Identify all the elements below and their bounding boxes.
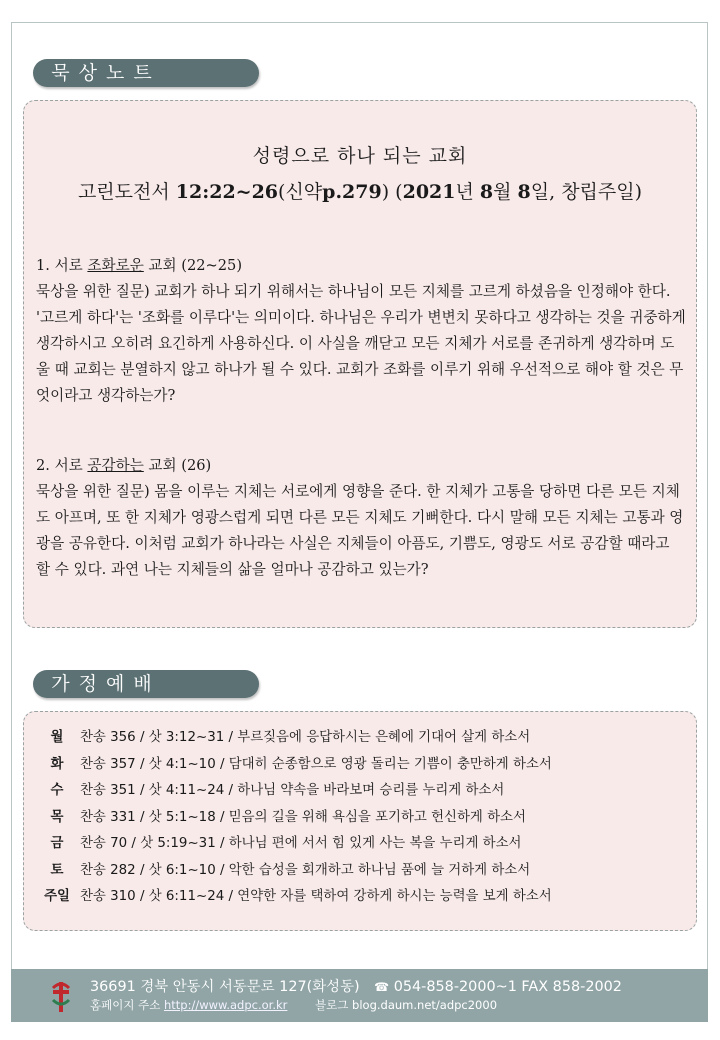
worship-tab-label: 가정예배 (51, 673, 161, 695)
worship-row (24, 859, 696, 883)
homepage-link[interactable]: http://www.adpc.or.kr (163, 998, 288, 1012)
meditation-section-2 (36, 453, 688, 583)
worship-reading: 찬송 356 / 삿 3:12~31 / 부르짖음에 응답하시는 은혜에 기대어 살게 하소서 (80, 730, 531, 745)
worship-reading: 찬송 331 / 삿 5:1~18 / 믿음의 길을 위해 욕심을 포기하고 헌신하게 하소서 (80, 809, 526, 825)
worship-day: 금 (50, 836, 64, 851)
worship-row (24, 885, 696, 909)
worship-day: 토 (50, 862, 64, 878)
footer (11, 969, 708, 1022)
footer-phone: 054-858-2000~1 FAX 858-2002 (393, 979, 622, 995)
worship-day: 주일 (44, 889, 70, 904)
footer-contact (90, 975, 622, 996)
section-1-body: 묵상을 위한 질문) 교회가 하나 되기 위해서는 하나님이 모든 지체를 고르게 하셨음을 인정해야 한다. '고르게 하다'는 '조화를 이루다'는 의미이다. 하나님은 우리가 변변치 못하다고 생각하는 것을 귀중하게 생각하시고 오히려 요긴하게 사용하신다. 이 사실을 깨닫고 모든 지체가 서로를 존귀하게 생각하며 도울 때 교회는 분열하지 않고 하나가 될 수 있다. 교회가 조화를 이루기 위해 우선적으로 해야 할 것은 무엇이라고 생각하는가? (36, 283, 686, 404)
worship-day: 목 (50, 809, 64, 825)
blog-address: 블로그 blog.daum.net/adpc2000 (315, 998, 498, 1012)
section-2-heading: 2. 서로 공감하는 교회 (26) (36, 457, 212, 474)
worship-row (24, 832, 696, 856)
worship-day: 월 (50, 730, 64, 745)
worship-tab (33, 670, 259, 698)
worship-row (24, 726, 696, 750)
worship-day: 수 (50, 783, 64, 798)
worship-panel (23, 711, 697, 931)
worship-reading: 찬송 310 / 삿 6:11~24 / 연약한 자를 택하여 강하게 하시는 능력을 보게 하소서 (80, 889, 552, 904)
worship-row (24, 806, 696, 830)
meditation-scripture-ref: 고린도전서 12:22~26(신약p.279) (2021년 8월 8일, 창립주일) (77, 181, 643, 203)
meditation-tab (33, 59, 259, 87)
worship-reading: 찬송 282 / 삿 6:1~10 / 악한 습성을 회개하고 하나님 품에 늘 거하게 하소서 (80, 862, 531, 878)
worship-day: 화 (50, 756, 64, 772)
meditation-title: 성령으로 하나 되는 교회 (252, 145, 468, 167)
homepage-label: 홈페이지 주소 (90, 998, 164, 1012)
section-1-heading: 1. 서로 조화로운 교회 (22~25) (36, 257, 243, 274)
church-cross-logo-icon (49, 978, 73, 1014)
worship-reading: 찬송 70 / 삿 5:19~31 / 하나님 편에 서서 힘 있게 사는 복을 누리게 하소서 (80, 836, 522, 851)
meditation-panel (23, 100, 697, 628)
footer-links (90, 997, 497, 1013)
phone-icon: ☎ (374, 980, 390, 994)
meditation-tab-label: 묵상노트 (51, 62, 161, 84)
worship-reading: 찬송 357 / 삿 4:1~10 / 담대히 순종함으로 영광 돌리는 기쁨이 충만하게 하소서 (80, 756, 552, 772)
section-2-body: 묵상을 위한 질문) 몸을 이루는 지체는 서로에게 영향을 준다. 한 지체가 고통을 당하면 다른 모든 지체도 아프며, 또 한 지체가 영광스럽게 되면 다른 모든 지체도 기뻐한다. 다시 말해 모든 지체는 고통과 영광을 공유한다. 이처럼 교회가 하나라는 사실은 지체들이 아픔도, 기쁨도, 영광도 서로 공감할 때라고 할 수 있다. 과연 나는 지체들의 삶을 얼마나 공감하고 있는가? (36, 483, 684, 578)
footer-address: 36691 경북 안동시 서동문로 127(화성동) (90, 979, 360, 995)
worship-reading: 찬송 351 / 삿 4:11~24 / 하나님 약속을 바라보며 승리를 누리게 하소서 (80, 783, 505, 798)
worship-row (24, 753, 696, 777)
worship-row (24, 779, 696, 803)
meditation-section-1 (36, 253, 688, 409)
